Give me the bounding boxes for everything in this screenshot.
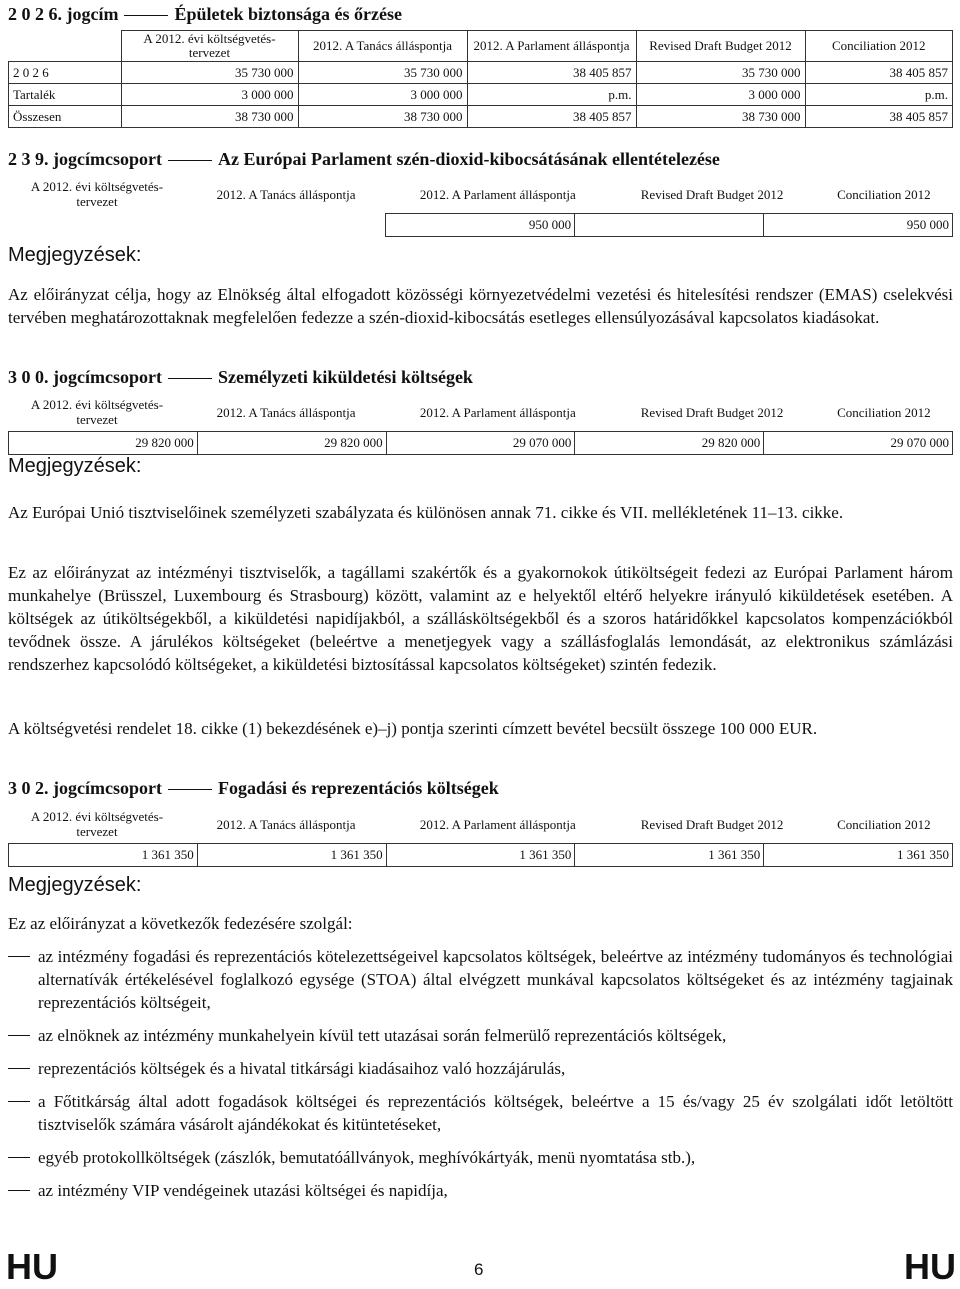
- footer-language-code: HU: [6, 1246, 58, 1287]
- heading-code: 3 0 0.: [8, 367, 49, 387]
- cell: 3 000 000: [298, 84, 467, 106]
- column-headers: [8, 806, 953, 842]
- heading-kind: jogcímcsoport: [53, 367, 162, 387]
- heading-title: Fogadási és reprezentációs költségek: [217, 778, 499, 798]
- cell: 38 405 857: [805, 106, 953, 128]
- cell: 38 405 857: [467, 62, 636, 84]
- value-cell: 29 820 000: [197, 432, 386, 455]
- heading-code: 2 3 9.: [8, 149, 49, 169]
- cell: 38 405 857: [467, 106, 636, 128]
- header-cell: 2012. A Parlament álláspontja: [419, 816, 576, 832]
- header-cell: Conciliation 2012: [837, 404, 931, 420]
- section-heading: [8, 3, 402, 25]
- column-headers: [8, 176, 953, 212]
- list-item: az intézmény fogadási és reprezentációs kötelezettségeivel kapcsolatos költségek, beleértve az intézmény tudományos és technológiai alternatívák értékelésével foglalkozó egysége (STOA) által elvégzett munkával kapcsolatos költségeket és az intézmény tagjainak reprezentációs költségeit,: [8, 945, 953, 1014]
- list-item: az intézmény VIP vendégeinek utazási költségei és napidíja,: [8, 1179, 953, 1202]
- header-cell: 2012. A Tanács álláspontja: [216, 816, 356, 832]
- heading-code: 2 0 2 6.: [8, 4, 62, 24]
- value-cell: 950 000: [764, 214, 953, 237]
- section-heading: [8, 366, 473, 388]
- cell: 3 000 000: [636, 84, 805, 106]
- header-cell: Revised Draft Budget 2012: [640, 186, 784, 202]
- value-cell: 1 361 350: [575, 844, 764, 867]
- cell: p.m.: [467, 84, 636, 106]
- cell: 38 405 857: [805, 62, 953, 84]
- header-cell: Conciliation 2012: [837, 186, 931, 202]
- remarks-label: Megjegyzések:: [8, 874, 142, 896]
- heading-title: Személyzeti kiküldetési költségek: [217, 367, 473, 387]
- value-cell: 29 070 000: [764, 432, 953, 455]
- remarks-paragraph: A költségvetési rendelet 18. cikke (1) bekezdésének e)–j) pontja szerinti címzett bevétel becsült összege 100 000 EUR.: [8, 719, 818, 738]
- header-cell: Revised Draft Budget 2012: [636, 31, 805, 62]
- list-item: egyéb protokollköltségek (zászlók, bemutatóállványok, meghívókártyák, menü nyomtatása stb.),: [8, 1146, 953, 1169]
- header-cell: Revised Draft Budget 2012: [640, 816, 784, 832]
- remarks-paragraph: Az Európai Unió tisztviselőinek személyzeti szabályzata és különösen annak 71. cikke és VII. mellékletének 11–13. cikke.: [8, 503, 844, 522]
- remarks-paragraph: Ez az előirányzat az intézményi tisztviselők, a tagállami szakértők és a gyakornokok útiköltségeit fedezi az Európai Parlament három munkahelye (Brüsszel, Luxembourg és Strasbourg) között, valamint az e helyektől eltérő helyekre irányuló kiküldetések esetében. A költségek az útiköltségekből, a kiküldetési napidíjakból, a szállásköltségekből és a szoros határidőkkel kapcsolatos kompenzációkból tevődnek össze. A járulékos költségeket (beleértve a menetjegyek vagy a szállásfoglalás lemondását, az elektronikus számlázási rendszerhez kapcsolódó költségeket, a kiküldetési biztosítással kapcsolatos költségeket) szintén fedezik.: [8, 563, 953, 674]
- header-cell: Conciliation 2012: [805, 31, 953, 62]
- budget-table: [8, 30, 953, 128]
- value-cell: 1 361 350: [197, 844, 386, 867]
- page-number: 6: [474, 1260, 484, 1279]
- heading-kind: jogcímcsoport: [53, 778, 162, 798]
- column-headers: [8, 394, 953, 430]
- remarks-label: Megjegyzések:: [8, 455, 142, 477]
- list-item: reprezentációs költségek és a hivatal titkársági kiadásaihoz való hozzájárulás,: [8, 1057, 953, 1080]
- heading-dash: [124, 15, 168, 16]
- value-cell: 1 361 350: [386, 844, 575, 867]
- value-cell: [197, 214, 386, 237]
- value-cell: 1 361 350: [764, 844, 953, 867]
- page-footer: [0, 1246, 960, 1286]
- header-cell: A 2012. évi költségvetés-tervezet: [30, 809, 164, 839]
- value-cell: 1 361 350: [9, 844, 198, 867]
- remarks-list: [8, 945, 953, 1202]
- table-row: [9, 106, 953, 128]
- list-item: az elnöknek az intézmény munkahelyein kívül tett utazásai során felmerülő reprezentációs költségek,: [8, 1024, 953, 1047]
- header-cell: Revised Draft Budget 2012: [640, 404, 784, 420]
- row-label: Összesen: [9, 106, 122, 128]
- heading-kind: jogcímcsoport: [53, 149, 162, 169]
- value-cell: 29 820 000: [575, 432, 764, 455]
- heading-dash: [168, 160, 212, 161]
- cell: 35 730 000: [636, 62, 805, 84]
- header-cell: A 2012. évi költségvetés-tervezet: [30, 397, 164, 427]
- heading-title: Az Európai Parlament szén-dioxid-kibocsátásának ellentételezése: [217, 149, 720, 169]
- value-cell: [575, 214, 764, 237]
- remarks-intro: Ez az előirányzat a következők fedezésére szolgál:: [8, 914, 353, 933]
- footer-language-code: HU: [904, 1246, 956, 1287]
- header-cell: Conciliation 2012: [837, 816, 931, 832]
- value-cell: 950 000: [386, 214, 575, 237]
- row-label: 2 0 2 6: [9, 62, 122, 84]
- list-item: a Főtitkárság által adott fogadások költségei és reprezentációs költségek, beleértve a 15 és/vagy 25 év szolgálati időt letöltött tisztviselők számára vásárolt ajándékokat és kitüntetéseket,: [8, 1090, 953, 1136]
- remarks-text: Az előirányzat célja, hogy az Elnökség által elfogadott közösségi környezetvédelmi vezetési és hitelesítési rendszer (EMAS) cselekvési tervében meghatározottaknak megfelelően fedezze a szén-dioxid-kibocsátás esetleges ellensúlyozásával kapcsolatos kiadásokat.: [8, 285, 953, 327]
- cell: 38 730 000: [298, 106, 467, 128]
- cell: 3 000 000: [121, 84, 298, 106]
- table-row: [9, 84, 953, 106]
- heading-dash: [168, 378, 212, 379]
- heading-dash: [168, 789, 212, 790]
- value-cell: [8, 214, 197, 237]
- header-cell: 2012. A Tanács álláspontja: [216, 186, 356, 202]
- row-label: Tartalék: [9, 84, 122, 106]
- value-cell: 29 070 000: [386, 432, 575, 455]
- cell: 35 730 000: [298, 62, 467, 84]
- header-cell: 2012. A Parlament álláspontja: [467, 31, 636, 62]
- header-cell: 2012. A Tanács álláspontja: [216, 404, 356, 420]
- header-cell: 2012. A Parlament álláspontja: [419, 186, 576, 202]
- values-row: [8, 213, 953, 237]
- heading-code: 3 0 2.: [8, 778, 49, 798]
- heading-kind: jogcím: [66, 4, 119, 24]
- section-heading: [8, 777, 499, 799]
- cell: 38 730 000: [636, 106, 805, 128]
- table-row: [9, 62, 953, 84]
- cell: p.m.: [805, 84, 953, 106]
- cell: 35 730 000: [121, 62, 298, 84]
- header-cell: 2012. A Parlament álláspontja: [419, 404, 576, 420]
- header-cell: 2012. A Tanács álláspontja: [298, 31, 467, 62]
- value-cell: 29 820 000: [9, 432, 198, 455]
- values-row: [8, 843, 953, 867]
- header-cell: A 2012. évi költségvetés-tervezet: [30, 179, 164, 209]
- header-cell: A 2012. évi költségvetés-tervezet: [121, 31, 298, 62]
- remarks-label: Megjegyzések:: [8, 244, 142, 266]
- table-header-row: [9, 31, 953, 62]
- cell: 38 730 000: [121, 106, 298, 128]
- section-heading: [8, 148, 720, 170]
- values-row: [8, 431, 953, 455]
- heading-title: Épületek biztonsága és őrzése: [174, 4, 402, 24]
